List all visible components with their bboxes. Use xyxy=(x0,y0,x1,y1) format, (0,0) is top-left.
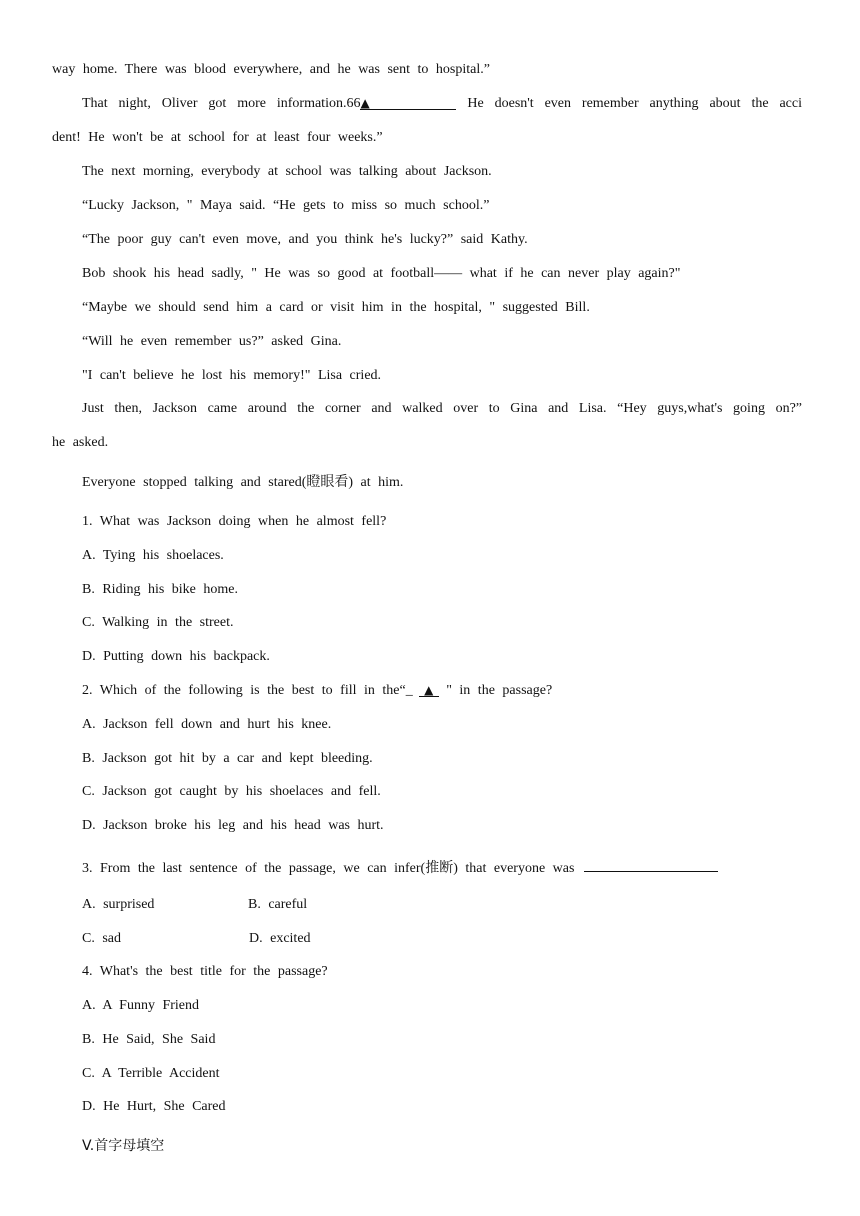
question-stem: 4. What's the best title for the passage? xyxy=(82,964,328,979)
triangle-marker-icon: ▲ xyxy=(424,683,434,697)
passage-line: way home. There was blood everywhere, and he was sent to hospital.” xyxy=(52,62,490,77)
answer-blank xyxy=(584,857,718,872)
option-c: C. sad xyxy=(82,931,121,946)
option-b: B. Jackson got hit by a car and kept bleeding. xyxy=(82,751,373,766)
option-d: D. Jackson broke his leg and his head was hurt. xyxy=(82,818,384,833)
passage-text: He doesn't even remember anything about the acci xyxy=(467,96,802,111)
passage-line: "I can't believe he lost his memory!" Lisa cried. xyxy=(82,368,382,383)
option-a: A. Jackson fell down and hurt his knee. xyxy=(82,717,332,732)
passage-line: “Maybe we should send him a card or visit him in the hospital, " suggested Bill. xyxy=(82,300,590,315)
passage-line: he asked. xyxy=(52,435,109,450)
option-c: C. Walking in the street. xyxy=(82,615,234,630)
question-stem: 1. What was Jackson doing when he almost fell? xyxy=(82,514,387,529)
option-d: D. excited xyxy=(249,931,311,946)
section-heading: V.首字母填空 xyxy=(82,1138,165,1154)
passage-line: The next morning, everybody at school was talking about Jackson. xyxy=(82,164,492,179)
option-d: D. Putting down his backpack. xyxy=(82,649,270,664)
passage-paragraph-with-blank xyxy=(82,95,802,113)
option-a: A. A Funny Friend xyxy=(82,998,200,1013)
option-b: B. He Said, She Said xyxy=(82,1032,216,1047)
option-a: A. Tying his shoelaces. xyxy=(82,548,224,563)
passage-line: dent! He won't be at school for at least four weeks.” xyxy=(52,130,383,145)
question-stem xyxy=(82,857,718,878)
passage-line: “Lucky Jackson, " Maya said. “He gets to miss so much school.” xyxy=(82,198,490,213)
option-c: C. A Terrible Accident xyxy=(82,1066,220,1081)
passage-line: Bob shook his head sadly, " He was so good at football—— what if he can never play again?" xyxy=(82,266,681,281)
answer-blank xyxy=(360,95,456,110)
passage-line: Just then, Jackson came around the corner and walked over to Gina and Lisa. “Hey guys,what's going on?” xyxy=(82,401,802,416)
passage-line: “The poor guy can't even move, and you think he's lucky?” said Kathy. xyxy=(82,232,528,247)
option-a: A. surprised xyxy=(82,897,155,912)
answer-blank xyxy=(419,682,439,697)
option-d: D. He Hurt, She Cared xyxy=(82,1099,226,1114)
question-stem-text: 2. Which of the following is the best to fill in the“_ xyxy=(82,683,413,698)
option-b: B. Riding his bike home. xyxy=(82,582,238,597)
question-stem-text: 3. From the last sentence of the passage, we can infer(推断) that everyone was xyxy=(82,861,575,876)
option-c: C. Jackson got caught by his shoelaces and fell. xyxy=(82,784,381,799)
option-b: B. careful xyxy=(248,897,308,912)
question-stem xyxy=(82,682,552,700)
triangle-marker-icon: ▲ xyxy=(360,96,370,110)
passage-line: “Will he even remember us?” asked Gina. xyxy=(82,334,342,349)
passage-line: Everyone stopped talking and stared(瞪眼看) at him. xyxy=(82,475,404,490)
question-stem-text: " in the passage? xyxy=(446,683,553,698)
passage-text: That night, Oliver got more information.66 xyxy=(82,96,361,111)
